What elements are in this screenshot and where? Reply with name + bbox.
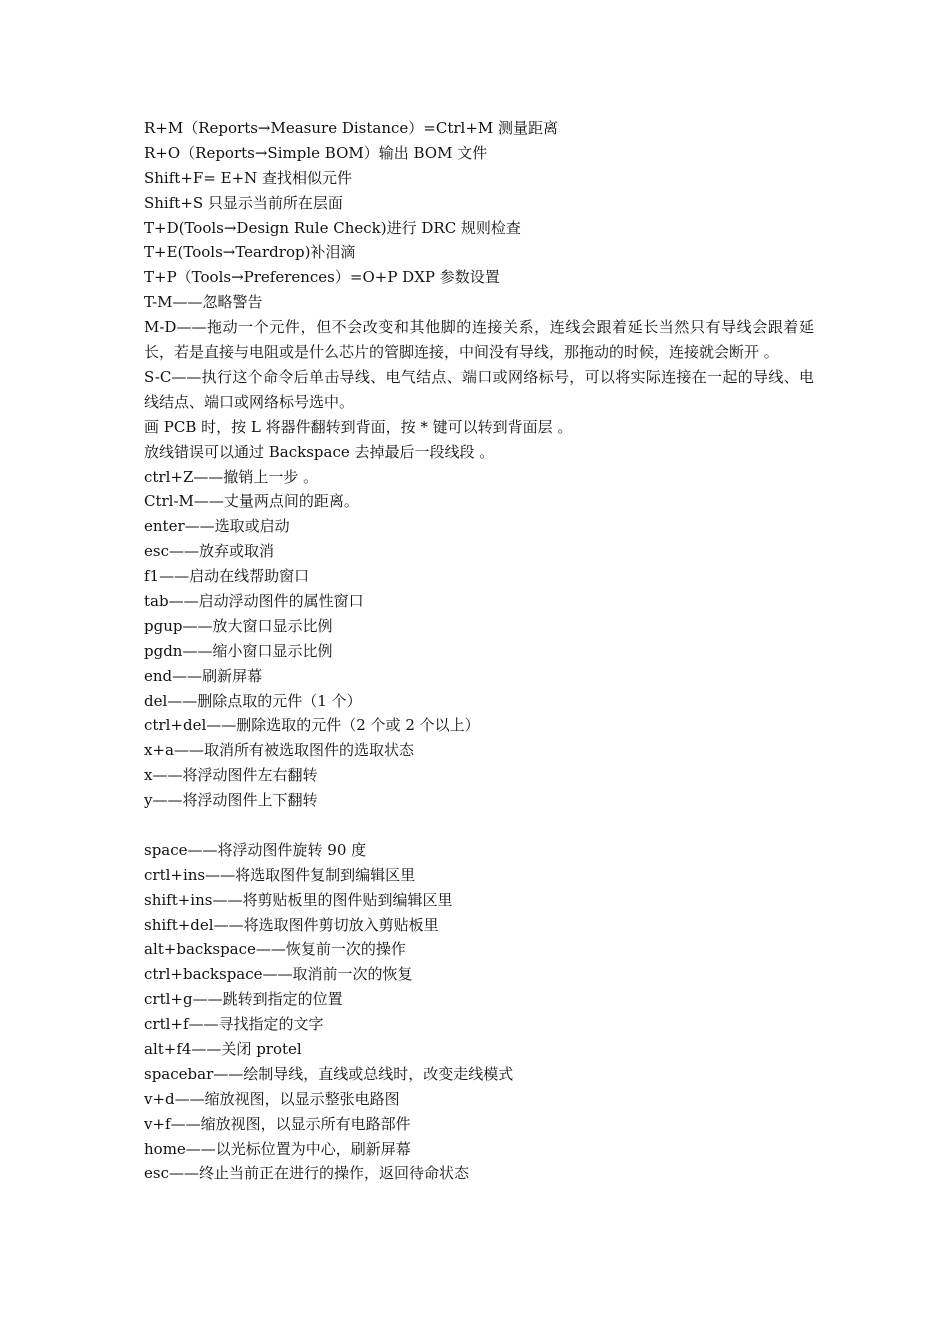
text-paragraph: S-C——执行这个命令后单击导线、电气结点、端口或网络标号，可以将实际连接在一起的导线、电线结点、端口或网络标号选中。	[144, 367, 814, 411]
text-line: end——刷新屏幕	[144, 666, 263, 685]
text-line: R+M（Reports→Measure Distance）=Ctrl+M 测量距离	[144, 119, 559, 137]
text-line: enter——选取或启动	[144, 517, 290, 536]
text-line: pgup——放大窗口显示比例	[144, 616, 333, 635]
blank-line	[144, 813, 814, 838]
text-line: ctrl+del——删除选取的元件（2 个或 2 个以上）	[144, 716, 480, 735]
text-line: esc——放弃或取消	[144, 542, 274, 561]
text-line: alt+backspace——恢复前一次的操作	[144, 940, 406, 959]
text-line: Shift+F= E+N 查找相似元件	[144, 168, 353, 187]
text-line: tab——启动浮动图件的属性窗口	[144, 591, 364, 610]
text-line: 画 PCB 时，按 L 将器件翻转到背面，按 * 键可以转到背面层 。	[144, 417, 573, 436]
text-line: alt+f4——关闭 protel	[144, 1040, 302, 1059]
text-line: Ctrl-M——丈量两点间的距离。	[144, 492, 359, 511]
text-line: shift+del——将选取图件剪切放入剪贴板里	[144, 915, 439, 934]
text-line: crtl+f——寻找指定的文字	[144, 1015, 324, 1034]
text-line: f1——启动在线帮助窗口	[144, 567, 310, 586]
text-paragraph: M-D——拖动一个元件，但不会改变和其他脚的连接关系，连线会跟着延长当然只有导线会跟着延长，若是直接与电阻或是什么芯片的管脚连接，中间没有导线，那拖动的时候，连接就会断开 。	[144, 318, 814, 362]
text-line: x——将浮动图件左右翻转	[144, 766, 318, 785]
text-line: esc——终止当前正在进行的操作，返回待命状态	[144, 1164, 469, 1183]
text-line: T+P（Tools→Preferences）=O+P DXP 参数设置	[144, 268, 500, 287]
text-line: space——将浮动图件旋转 90 度	[144, 840, 367, 859]
text-line: del——删除点取的元件（1 个）	[144, 691, 362, 710]
text-line: v+d——缩放视图，以显示整张电路图	[144, 1089, 400, 1108]
text-line: home——以光标位置为中心，刷新屏幕	[144, 1139, 411, 1158]
text-line: shift+ins——将剪贴板里的图件贴到编辑区里	[144, 890, 453, 909]
text-line: v+f——缩放视图，以显示所有电路部件	[144, 1114, 411, 1133]
text-line: T+E(Tools→Teardrop)补泪滴	[144, 243, 356, 262]
text-line: ctrl+Z——撤销上一步 。	[144, 467, 319, 486]
text-line: Shift+S 只显示当前所在层面	[144, 193, 343, 212]
text-line: T+D(Tools→Design Rule Check)进行 DRC 规则检查	[144, 218, 521, 237]
text-line: y——将浮动图件上下翻转	[144, 791, 318, 810]
text-line: x+a——取消所有被选取图件的选取状态	[144, 741, 414, 760]
text-line: crtl+ins——将选取图件复制到编辑区里	[144, 865, 416, 884]
shortcut-list	[144, 116, 814, 1186]
text-line: crtl+g——跳转到指定的位置	[144, 990, 343, 1009]
text-line: R+O（Reports→Simple BOM）输出 BOM 文件	[144, 143, 488, 162]
text-line: ctrl+backspace——取消前一次的恢复	[144, 965, 413, 984]
text-line: spacebar——绘制导线，直线或总线时，改变走线模式	[144, 1064, 514, 1083]
text-line: T-M——忽略警告	[144, 293, 263, 312]
text-line: pgdn——缩小窗口显示比例	[144, 641, 333, 660]
text-line: 放线错误可以通过 Backspace 去掉最后一段线段 。	[144, 442, 495, 461]
